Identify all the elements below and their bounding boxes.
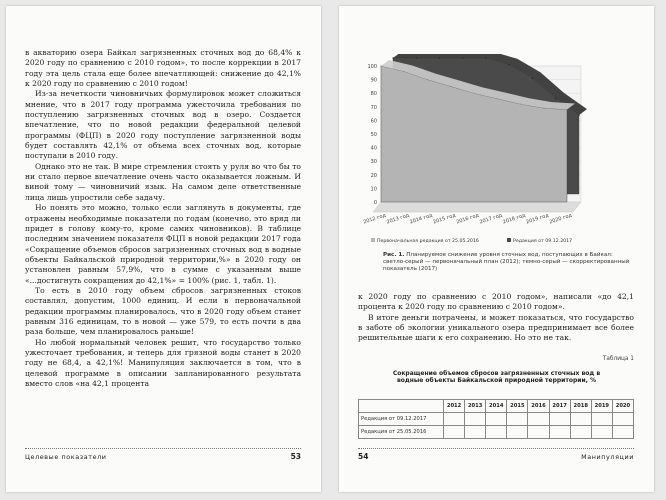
page-number-right: 54 bbox=[358, 452, 369, 461]
left-page-footer bbox=[25, 448, 301, 464]
chart-floor bbox=[373, 202, 581, 212]
chart-data-point bbox=[427, 79, 428, 80]
chart-data-point bbox=[380, 65, 381, 66]
chart-data-point bbox=[485, 57, 486, 58]
table-cell bbox=[486, 413, 507, 426]
chart-x-tick-label: 2013 год bbox=[385, 212, 411, 226]
chart-data-point bbox=[566, 109, 567, 110]
chart-y-tick-label: 70 bbox=[370, 104, 377, 111]
table-cell bbox=[591, 413, 612, 426]
right-page-text bbox=[358, 292, 634, 344]
chart-data-point bbox=[520, 103, 521, 104]
table-title: Сокращение объемов сбросов загрязненных сточных вод в водные объекты Байкальской природной территории, % bbox=[392, 370, 601, 385]
chart-x-tick-label: 2012 год bbox=[362, 212, 387, 226]
table-cell bbox=[465, 426, 486, 439]
table-cell bbox=[507, 426, 528, 439]
chart-data-point bbox=[509, 64, 510, 65]
table-cell bbox=[444, 413, 465, 426]
chart-x-tick-label: 2019 год bbox=[525, 212, 550, 226]
chart-data-point bbox=[392, 57, 393, 58]
right-page-footer bbox=[358, 448, 634, 464]
right-paragraph-2: В итоге деньги потрачены, и может показаться, что государство в заботе об экологии уникального озера предпринимает все более решительные шаги к его сохранению. Но это не так. bbox=[358, 312, 634, 343]
table-row bbox=[359, 426, 634, 439]
chart-data-point bbox=[462, 57, 463, 58]
chart-y-tick-label: 10 bbox=[370, 186, 377, 193]
table-cell bbox=[465, 413, 486, 426]
table-header-cell: 2017 bbox=[549, 400, 570, 413]
table-cell bbox=[549, 413, 570, 426]
chart-x-tick-label: 2015 год bbox=[432, 212, 457, 226]
chart-y-tick-label: 40 bbox=[370, 145, 377, 152]
left-page bbox=[6, 6, 321, 492]
table-cell bbox=[486, 426, 507, 439]
chart-data-point bbox=[416, 57, 417, 58]
chart-legend-swatch bbox=[507, 238, 511, 242]
table-number: Таблица 1 bbox=[602, 356, 634, 362]
chart-data-point bbox=[404, 71, 405, 72]
area-chart-svg bbox=[357, 54, 607, 254]
left-paragraph-3: Однако это не так. В мире стремления стоять у руля во что бы то ни стало первое впечатление очень часто оказывается ложным. И виной тому — чиновничий язык. На самом деле ответственные лица лишь упростили себе задачу. bbox=[25, 161, 301, 202]
table-header-cell: 2019 bbox=[591, 400, 612, 413]
table-cell bbox=[507, 413, 528, 426]
chart-y-tick-label: 50 bbox=[370, 132, 377, 138]
chart-y-tick-label: 80 bbox=[370, 91, 377, 98]
right-paragraph-1: к 2020 году по сравнению с 2010 годом», написали «до 42,1 процента к 2020 году по сравнению с 2010 годом». bbox=[358, 292, 634, 312]
chart-x-tick-label: 2016 год bbox=[455, 212, 480, 226]
chart-y-tick-label: 90 bbox=[370, 77, 377, 84]
chart-y-tick-label: 0 bbox=[373, 200, 377, 206]
chart-x-tick-label: 2018 год bbox=[502, 212, 527, 226]
chart-data-point bbox=[532, 78, 533, 79]
chart-data-point bbox=[578, 115, 579, 116]
chart-legend-label: Редакция от 09.12.2017 bbox=[513, 239, 573, 244]
left-paragraph-4: Но понять это можно, только если заглянуть в документы, где отражены необходимые показатели по годам (конечно, это вряд ли придет в голову кому-то, кроме самих чиновников). В таблице последним значением показателя ФЦП в новой редакции 2017 года «Сокращение объемов сбросов загрязненных сточных вод в водные объекты Байкальской природной территории,%» в 2020 году он установлен равным 57,9%, что в сумме с указанным выше «...достигнуть сокращения до 42,1%» = 100% (рис. 1, табл. 1). bbox=[25, 203, 301, 285]
table-cell bbox=[570, 413, 591, 426]
table-row-label: Редакция от 09.12.2017 bbox=[359, 413, 444, 426]
table-header-cell: 2012 bbox=[444, 400, 465, 413]
running-header-right: Манипуляции bbox=[581, 453, 634, 461]
table-row bbox=[359, 413, 634, 426]
table-header-row bbox=[359, 400, 634, 413]
right-page bbox=[339, 6, 654, 492]
data-table bbox=[358, 399, 634, 439]
chart-x-tick-label: 2017 год bbox=[478, 212, 504, 226]
table-cell bbox=[612, 413, 633, 426]
chart-data-point bbox=[473, 93, 474, 94]
table-cell bbox=[444, 426, 465, 439]
table-header-cell: 2016 bbox=[528, 400, 549, 413]
table-cell bbox=[528, 413, 549, 426]
table-header-cell bbox=[359, 400, 444, 413]
chart-data-point bbox=[450, 86, 451, 87]
table-cell bbox=[591, 426, 612, 439]
chart-y-tick-label: 30 bbox=[370, 159, 377, 166]
chart-x-tick-label: 2014 год bbox=[409, 212, 434, 226]
chart-legend-label: Первоначальная редакция от 25.05.2016 bbox=[377, 239, 479, 244]
left-paragraph-5: То есть в 2010 году объем сбросов загрязненных стоков составлял, допустим, 1000 единиц. И если в первоначальной редакции программы планировалось, что в 2020 году объем станет равным 316 единицам, то в новой — уже 579, то есть почти в два раза больше, чем планировалось раньше! bbox=[25, 285, 301, 337]
table-header-cell: 2013 bbox=[465, 400, 486, 413]
table-cell bbox=[528, 426, 549, 439]
chart-y-tick-label: 60 bbox=[370, 118, 377, 125]
table-cell bbox=[612, 426, 633, 439]
left-paragraph-6: Но любой нормальный человек решит, что государство только ужесточает требования, и теперь для грязной воды станет в 2020 году не 68,4, а 42,1%! Манипуляция заключается в том, что в целевой программе в описании запланированного результата вместо слов «на 42,1 процента bbox=[25, 337, 301, 388]
left-paragraph-2: Из-за нечеткости чиновничьих формулировок может сложиться мнение, что в 2017 году программа ужесточила требования по поступлению загрязненных сточных вод в озеро. Создается впечатление, что по новой редакции федеральной целевой программы (ФЦП) в 2020 году поступление загрязненной воды будет составлять 42,1% от объема всех сточных вод, которые поступали в 2010 году. bbox=[25, 89, 301, 161]
running-header-left: Целевые показатели bbox=[25, 453, 107, 461]
chart-data-point bbox=[543, 108, 544, 109]
table-header-cell: 2014 bbox=[486, 400, 507, 413]
table-header-cell: 2015 bbox=[507, 400, 528, 413]
chart-data-point bbox=[555, 98, 556, 99]
table-cell bbox=[549, 426, 570, 439]
table-header-cell: 2020 bbox=[612, 400, 633, 413]
figure-chart bbox=[357, 54, 607, 254]
chart-y-tick-label: 100 bbox=[367, 64, 377, 70]
left-page-text bbox=[25, 48, 301, 389]
figure-caption-label: Рис. 1. bbox=[383, 252, 405, 258]
figure-caption-text: Планируемое снижение уровня сточных вод, поступающих в Байкал: светло-серый — первоначальный план (2012); темно-серый — скорректированный показатель (2017) bbox=[383, 252, 630, 273]
chart-data-point bbox=[497, 98, 498, 99]
table-cell bbox=[570, 426, 591, 439]
chart-x-tick-label: 2020 год bbox=[548, 212, 573, 226]
page-number-left: 53 bbox=[290, 452, 301, 461]
left-paragraph-1: в акваторию озера Байкал загрязненных сточных вод до 68,4% к 2020 году по сравнению с 2010 годом», то после коррекции в 2017 году эта цель стала еще более впечатляющей: снижение до 42,1% к 2020 году по сравнению с 2010 годом! bbox=[25, 48, 301, 89]
chart-y-tick-label: 20 bbox=[370, 172, 377, 179]
figure-caption bbox=[383, 252, 634, 274]
chart-legend-swatch bbox=[371, 238, 375, 242]
table-row-label: Редакция от 25.05.2016 bbox=[359, 426, 444, 439]
chart-data-point bbox=[439, 57, 440, 58]
table-header-cell: 2018 bbox=[570, 400, 591, 413]
